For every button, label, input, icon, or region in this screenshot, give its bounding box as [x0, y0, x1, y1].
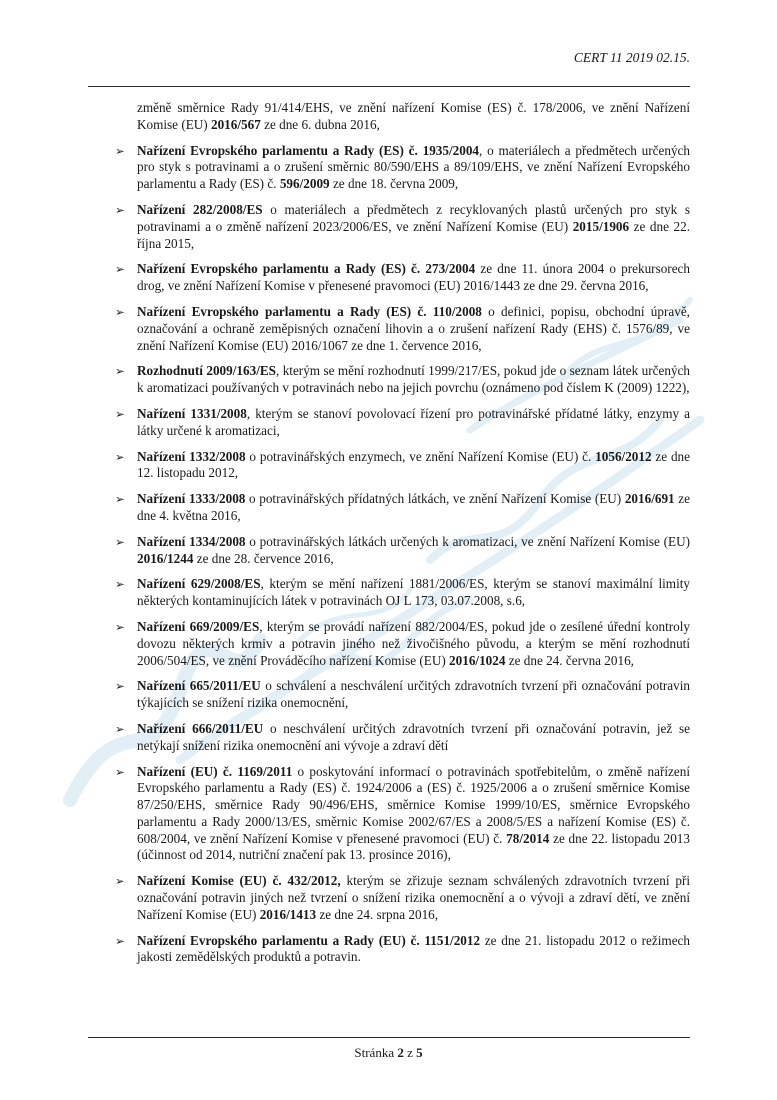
arrow-bullet-icon: ➢ [115, 933, 125, 948]
regulation-text: Nařízení 1334/2008 o potravinářských látkách určených k aromatizaci, ve znění Nařízení Komise (EU) 2016/1244 ze dne 28. července 2016, [137, 533, 690, 566]
footer-rule [88, 1037, 690, 1038]
arrow-bullet-icon: ➢ [115, 262, 125, 277]
regulation-text: Nařízení Komise (EU) č. 432/2012, kterým se zřizuje seznam schválených zdravotních tvrzení při označování potravin jiných než tvrzení o snížení rizika onemocnění a o vývoji a zdraví dětí, ve znění Nařízení Komise (EU) 2016/1413 ze dne 24. srpna 2016, [137, 873, 690, 922]
arrow-bullet-icon: ➢ [115, 143, 125, 158]
regulation-text: Nařízení 669/2009/ES, kterým se provádí nařízení 882/2004/ES, pokud jde o zesílené úřední kontroly dovozu některých krmiv a potravin jiného než živočišného původu, a kterým se mění rozhodnutí 2006/504/ES, ve znění Prováděcího nařízení Komise (EU) 2016/1024 ze dne 24. června 2016, [137, 618, 690, 668]
regulation-text: Nařízení 1331/2008, kterým se stanoví povolovací řízení pro potravinářské přídatné látky, enzymy a látky určené k aromatizaci, [137, 405, 690, 438]
arrow-bullet-icon: ➢ [115, 679, 125, 694]
list-item [115, 261, 690, 295]
regulation-text: Nařízení 666/2011/EU o neschválení určitých zdravotních tvrzení při označování potravin, jež se netýkají snížení rizika onemocnění ani vývoje a zdraví dětí [137, 720, 690, 753]
arrow-bullet-icon: ➢ [115, 492, 125, 507]
regulation-text: Nařízení Evropského parlamentu a Rady (ES) č. 110/2008 o definici, popisu, obchodní úpravě, označování a ochraně zeměpisných označení lihovin a o zrušení nařízení Rady (EHS) č. 1576/89, ve znění Nařízení Komise (EU) 2016/1067 ze dne 1. července 2016, [137, 303, 690, 353]
regulation-text: Nařízení 1332/2008 o potravinářských enzymech, ve znění Nařízení Komise (EU) č. 1056/2012 ze dne 12. listopadu 2012, [137, 448, 690, 481]
list-item [115, 933, 690, 967]
list-item [115, 202, 690, 252]
list-item [115, 304, 690, 354]
regulation-text: Nařízení Evropského parlamentu a Rady (ES) č. 1935/2004, o materiálech a předmětech určených pro styk s potravinami a o zrušení směrnic 80/590/EHS a 89/109/EHS, ve znění Nařízení Evropského parlamentu a Rady (ES) č. 596/2009 ze dne 18. června 2009, [137, 142, 690, 192]
regulation-text: Nařízení Evropského parlamentu a Rady (ES) č. 273/2004 ze dne 11. února 2004 o prekursorech drog, ve znění Nařízení Komise v přenesené pravomoci (EU) 2016/1443 ze dne 29. června 2016, [137, 261, 690, 294]
arrow-bullet-icon: ➢ [115, 577, 125, 592]
list-item [115, 764, 690, 865]
regulation-text: Nařízení 629/2008/ES, kterým se mění nařízení 1881/2006/ES, kterým se stanoví maximální limity některých kontaminujících látek v potravinách OJ L 173, 03.07.2008, s.6, [137, 576, 690, 609]
arrow-bullet-icon: ➢ [115, 619, 125, 634]
arrow-bullet-icon: ➢ [115, 534, 125, 549]
list-item [115, 619, 690, 669]
document-body [115, 100, 690, 975]
list-item [115, 491, 690, 525]
page-number: Stránka 2 z 5 [354, 1045, 423, 1060]
document-reference: CERT 11 2019 02.15. [573, 50, 690, 65]
list-item [115, 678, 690, 712]
header-rule [88, 86, 690, 87]
arrow-bullet-icon: ➢ [115, 364, 125, 379]
list-item [115, 143, 690, 193]
list-item [115, 449, 690, 483]
list-item [115, 873, 690, 923]
regulation-text: Nařízení (EU) č. 1169/2011 o poskytování informací o potravinách spotřebitelům, o změně nařízení Evropského parlamentu a Rady (ES) č. 1924/2006 a (ES) č. 1925/2006 a o zrušení směrnice Komise 87/250/EHS, směrnice Rady 90/496/EHS, směrnice Komise 1999/10/ES, směrnice Evropského parlamentu a Rady 2000/13/ES, směrnic Komise 2002/67/ES a 2008/5/ES a nařízení Komise (ES) č. 608/2004, ve znění Nařízení Komise v přenesené pravomoci (EU) č. 78/2014 ze dne 22. listopadu 2013 (účinnost od 2014, nutriční značení pak 13. prosince 2016), [137, 763, 690, 863]
regulation-text: Nařízení 1333/2008 o potravinářských přídatných látkách, ve znění Nařízení Komise (EU) 2016/691 ze dne 4. května 2016, [137, 491, 690, 523]
list-item [115, 534, 690, 568]
regulation-text: Rozhodnutí 2009/163/ES, kterým se mění rozhodnutí 1999/217/ES, pokud jde o seznam látek určených k aromatizaci používaných v potravinách nebo na jejich povrchu (oznámeno pod číslem K (2009) 1222), [137, 363, 690, 396]
list-item [115, 721, 690, 755]
continuation-paragraph: změně směrnice Rady 91/414/EHS, ve znění nařízení Komise (ES) č. 178/2006, ve znění Nařízení Komise (EU) 2016/567 ze dne 6. dubna 2016, [137, 100, 690, 132]
regulation-text: Nařízení Evropského parlamentu a Rady (EU) č. 1151/2012 ze dne 21. listopadu 2012 o režimech jakosti zemědělských produktů a potravin. [137, 932, 690, 965]
list-item [115, 406, 690, 440]
list-item [115, 363, 690, 397]
regulation-text: Nařízení 282/2008/ES o materiálech a předmětech z recyklovaných plastů určených pro styk s potravinami a o změně nařízení 2023/2006/ES, ve znění Nařízení Komise (EU) 2015/1906 ze dne 22. října 2015, [137, 201, 690, 251]
arrow-bullet-icon: ➢ [115, 874, 125, 889]
arrow-bullet-icon: ➢ [115, 764, 125, 779]
list-item [115, 576, 690, 610]
arrow-bullet-icon: ➢ [115, 304, 125, 319]
regulation-text: Nařízení 665/2011/EU o schválení a neschválení určitých zdravotních tvrzení při označování potravin týkajících se snížení rizika onemocnění, [137, 678, 690, 711]
arrow-bullet-icon: ➢ [115, 202, 125, 217]
arrow-bullet-icon: ➢ [115, 449, 125, 464]
arrow-bullet-icon: ➢ [115, 721, 125, 736]
arrow-bullet-icon: ➢ [115, 406, 125, 421]
regulation-list [115, 143, 690, 967]
